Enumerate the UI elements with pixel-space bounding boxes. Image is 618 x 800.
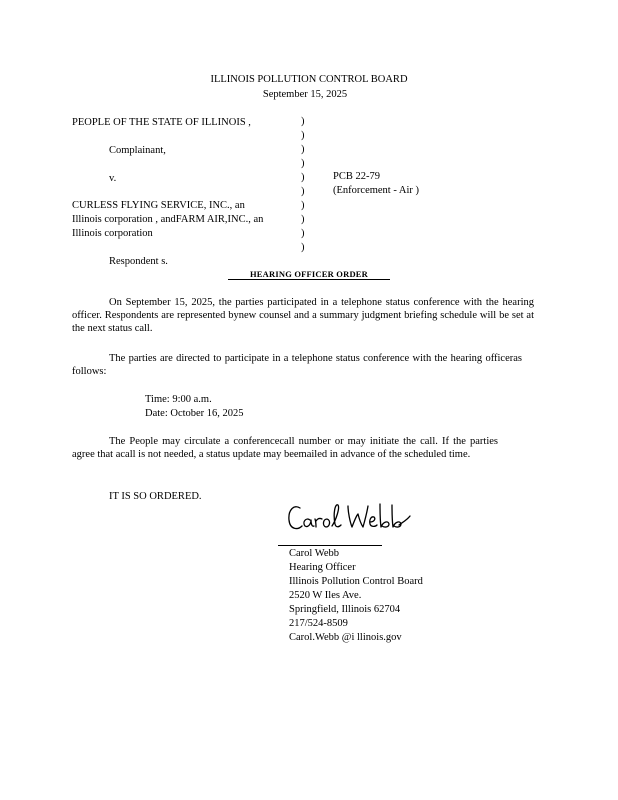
respondent-name-line-2: Illinois corporation , andFARM AIR,INC., an [72,214,264,225]
order-title: HEARING OFFICER ORDER [249,269,368,279]
bracket-mark: ) [301,158,305,169]
signer-title: Hearing Officer [289,562,356,573]
handwritten-signature [286,500,416,536]
respondent-name-line-1: CURLESS FLYING SERVICE, INC., an [72,200,245,211]
bracket-mark: ) [301,144,305,155]
paragraph-status: On September 15, 2025, the parties participated in a telephone status conference with the hearing officer. Respondents are represented bynew counsel and a summary judgment briefing schedule will be set at the next status call. [72,297,534,334]
caption-bracket [301,115,309,255]
bracket-mark: ) [301,242,305,253]
bracket-mark: ) [301,214,305,225]
conference-time: Time: 9:00 a.m. [145,394,212,405]
bracket-mark: ) [301,116,305,127]
paragraph-directive: The parties are directed to participate in a telephone status conference with the hearing officeras follows: [72,353,522,377]
paragraph-call: The People may circulate a conferencecall number or may initiate the call. If the parties agree that acall is not needed, a status update may beemailed in advance of the scheduled time. [72,436,498,460]
bracket-mark: ) [301,200,305,211]
order-title-underline [228,279,390,280]
bracket-mark: ) [301,130,305,141]
respondent-name-line-3: Illinois corporation [72,228,153,239]
complainant-name: PEOPLE OF THE STATE OF ILLINOIS , [72,117,251,128]
signer-address: 2520 W Iles Ave. [289,590,362,601]
bracket-mark: ) [301,186,305,197]
signer-city: Springfield, Illinois 62704 [289,604,401,615]
signature-line [278,545,382,546]
bracket-mark: ) [301,172,305,183]
signer-name: Carol Webb [289,548,339,559]
signer-email: Carol.Webb @i llinois.gov [289,632,402,643]
case-type: (Enforcement - Air ) [333,185,420,196]
case-number: PCB 22-79 [333,171,380,182]
signer-phone: 217/524-8509 [289,618,348,629]
conference-date: Date: October 16, 2025 [145,408,244,419]
respondent-role: Respondent s. [109,256,168,267]
complainant-role: Complainant, [109,145,166,156]
bracket-mark: ) [301,228,305,239]
so-ordered: IT IS SO ORDERED. [109,491,202,502]
signer-organization: Illinois Pollution Control Board [289,576,423,587]
board-name: ILLINOIS POLLUTION CONTROL BOARD [210,74,408,85]
order-date: September 15, 2025 [262,89,348,100]
versus-label: v. [109,173,117,184]
